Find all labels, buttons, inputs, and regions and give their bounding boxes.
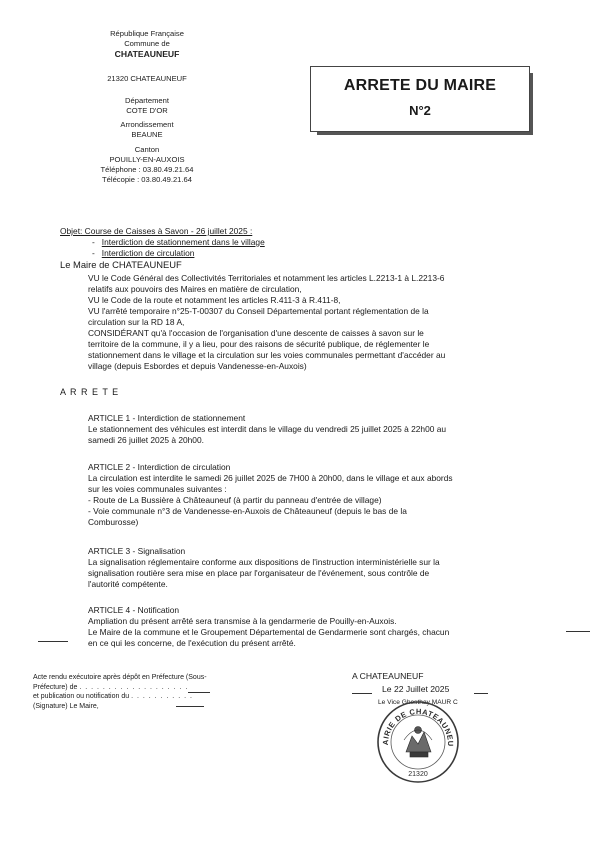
footer-line: (Signature) Le Maire, xyxy=(33,702,99,710)
footer-date: Le 22 Juillet 2025 xyxy=(382,684,450,694)
article-line: l'autorité compétente. xyxy=(88,579,168,589)
margin-dash xyxy=(38,641,68,642)
republique-label: République Française xyxy=(110,29,184,38)
objet-text: : Course de Caisses à Savon - 26 juillet 2025 : xyxy=(80,226,253,236)
article-line: La circulation est interdite le samedi 26 juillet 2025 de 7H00 à 20h00, dans le village et aux abords xyxy=(88,473,453,483)
canton-name: POUILLY-EN-AUXOIS xyxy=(109,155,185,164)
postal-address: 21320 CHATEAUNEUF xyxy=(107,74,187,83)
footer-place: A CHATEAUNEUF xyxy=(352,671,424,681)
article-line: sur les voies communales suivantes : xyxy=(88,484,227,494)
article-line: signalisation routière sera mise en place par l'organisateur de l'événement, sous contrôle de xyxy=(88,568,430,578)
article-2 xyxy=(88,462,528,528)
footer-line: Acte rendu exécutoire après dépôt en Préfecture (Sous- xyxy=(33,674,207,681)
visas-block xyxy=(88,273,528,372)
article-heading: ARTICLE 4 - Notification xyxy=(88,605,180,615)
objet-line xyxy=(60,226,252,237)
stamp-postal: 21320 xyxy=(408,771,428,778)
article-line: - Voie communale n°3 de Vandenesse-en-Auxois de Châteauneuf (depuis le bas de la xyxy=(88,506,407,516)
mairie-stamp xyxy=(376,700,460,784)
commune-label: Commune de xyxy=(124,39,170,48)
visa-line: relatifs aux pouvoirs des Maires en matière de circulation, xyxy=(88,284,302,294)
canton-label: Canton xyxy=(134,145,160,154)
objet-item: - Interdiction de stationnement dans le village xyxy=(92,237,265,247)
article-line: Ampliation du présent arrêté sera transmise à la gendarmerie de Pouilly-en-Auxois. xyxy=(88,616,397,626)
article-line: Le stationnement des véhicules est interdit dans le village du vendredi 25 juillet 2025 à 22h00 au xyxy=(88,424,447,434)
visa-line: stationnement dans le village et la circulation sur les voies communales permettant d'accéder au xyxy=(88,350,446,360)
article-line: en ce qui les concerne, de l'exécution du présent arrêté. xyxy=(88,638,296,648)
article-line: - Route de La Bussière à Châteauneuf (à partir du panneau d'entrée de village) xyxy=(88,495,382,505)
footer-executoire xyxy=(33,673,243,711)
telecopie: Télécopie : 03.80.49.21.64 xyxy=(102,175,192,184)
article-heading: ARTICLE 2 - Interdiction de circulation xyxy=(88,462,231,472)
visa-line: VU l'arrêté temporaire n°25-T-00307 du Conseil Départemental portant réglementation de la xyxy=(88,306,429,316)
visa-line: village (depuis Esbordes et depuis Vandenesse-en-Auxois) xyxy=(88,361,307,371)
footer-dash xyxy=(474,693,488,694)
article-line: La signalisation réglementaire conforme aux dispositions de l'instruction interministérielle sur la xyxy=(88,557,440,567)
margin-dash xyxy=(566,631,590,632)
visa-line: VU le Code Général des Collectivités Territoriales et notamment les articles L.2213-1 à L.2213-6 xyxy=(88,273,445,283)
article-1 xyxy=(88,413,528,446)
article-heading: ARTICLE 3 - Signalisation xyxy=(88,546,186,556)
arrondissement-label: Arrondissement xyxy=(120,120,174,129)
visa-line: territoire de la commune, il y a lieu, pour des raisons de sécurité publique, de réglementer le xyxy=(88,339,430,349)
maire-line: Le Maire de CHATEAUNEUF xyxy=(60,259,182,270)
svg-text:MAIRIE DE CHATEAUNEUF xyxy=(376,700,455,747)
footer-dash xyxy=(352,693,372,694)
departement-label: Département xyxy=(125,96,169,105)
objet-item: - Interdiction de circulation xyxy=(92,248,195,258)
document-title: ARRETE DU MAIRE xyxy=(343,77,497,94)
municipal-header xyxy=(72,29,222,185)
arrete-heading: A R R E T E xyxy=(60,387,120,397)
objet-label: Objet xyxy=(60,226,81,236)
article-line: Comburosse) xyxy=(88,517,139,527)
visa-line: CONSIDÉRANT qu'à l'occasion de l'organisation d'une descente de caisses à savon sur le xyxy=(88,328,424,338)
departement-name: COTE D'OR xyxy=(126,106,168,115)
footer-line: Préfecture) de . . . . . . . . . . . . . . . . . . . xyxy=(33,683,189,691)
stamp-text: AIRIE DE CHATEAUNEU xyxy=(380,706,456,747)
visa-line: circulation sur la RD 18 A, xyxy=(88,317,185,327)
footer-dash xyxy=(188,692,210,693)
telephone: Téléphone : 03.80.49.21.64 xyxy=(100,165,194,174)
commune-name: CHATEAUNEUF xyxy=(114,49,180,59)
article-4 xyxy=(88,605,528,649)
title-box xyxy=(310,66,530,132)
document-number: N°2 xyxy=(409,103,431,118)
article-3 xyxy=(88,546,528,590)
footer-signatory: Le Vice Ghesthay MAUR C xyxy=(378,699,458,706)
visa-line: VU le Code de la route et notamment les articles R.411-3 à R.411-8, xyxy=(88,295,341,305)
article-line: Le Maire de la commune et le Groupement Départemental de Gendarmerie sont chargés, chacun xyxy=(88,627,450,637)
arrondissement-name: BEAUNE xyxy=(131,130,163,139)
article-heading: ARTICLE 1 - Interdiction de stationnement xyxy=(88,413,246,423)
footer-line: et publication ou notification du . . . . . . . . . . . xyxy=(33,693,193,701)
article-line: samedi 26 juillet 2025 à 20h00. xyxy=(88,435,204,445)
footer-dash xyxy=(176,706,204,707)
